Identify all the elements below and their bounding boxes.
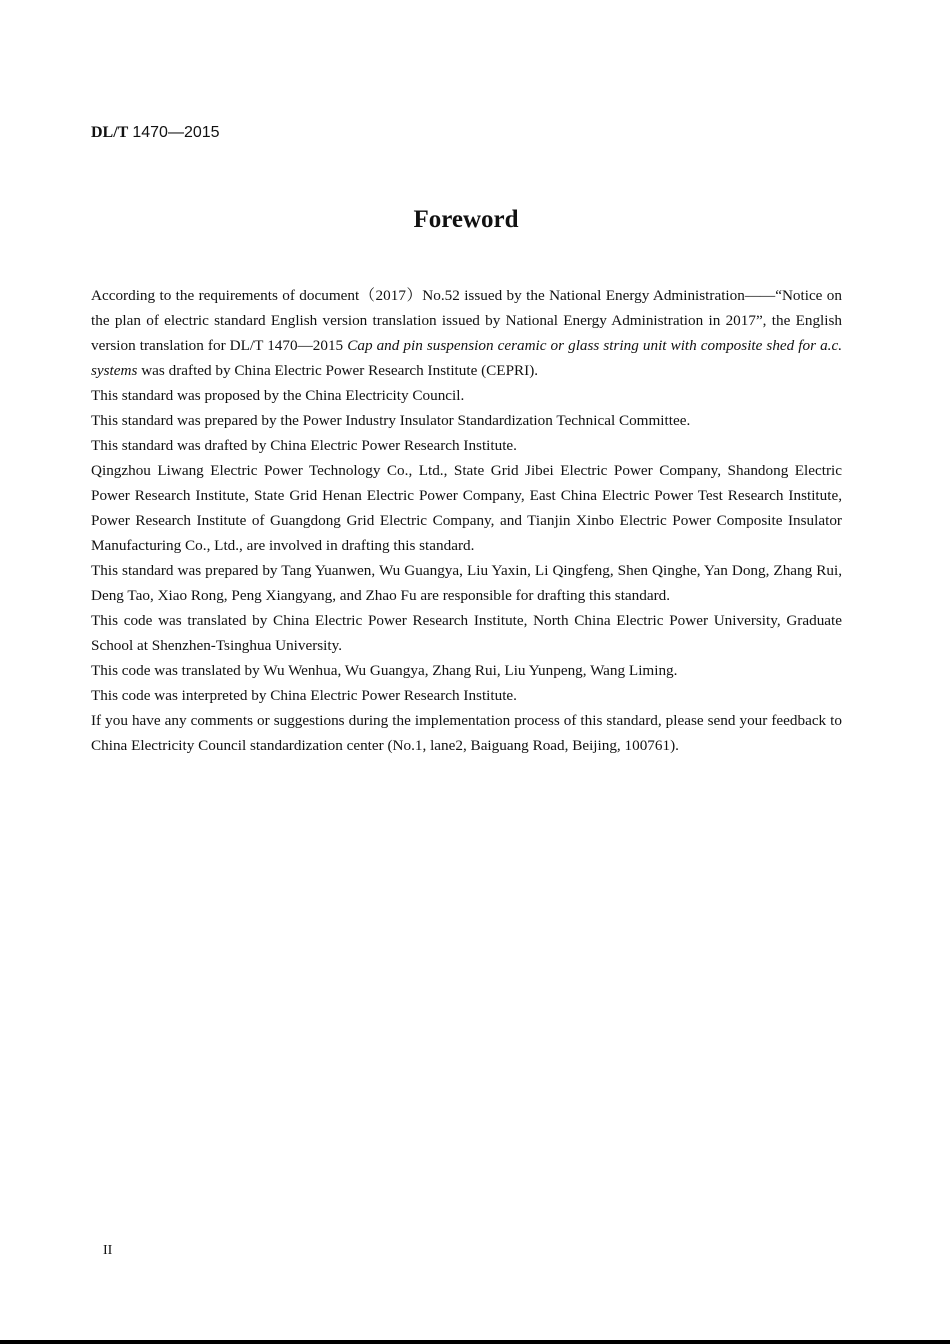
standard-number: 1470—2015 bbox=[132, 124, 220, 141]
paragraph-document-basis-tail: was drafted by China Electric Power Research Institute (CEPRI). bbox=[141, 362, 539, 379]
paragraph-drafted-by: This standard was drafted by China Electric Power Research Institute. bbox=[91, 437, 517, 454]
paragraph-prepared-by-committee: This standard was prepared by the Power Industry Insulator Standardization Technical Committee. bbox=[91, 412, 691, 429]
standard-code: DL/T bbox=[91, 124, 129, 141]
bottom-border bbox=[0, 1340, 950, 1344]
paragraph-drafters: This standard was prepared by Tang Yuanwen, Wu Guangya, Liu Yaxin, Li Qingfeng, Shen Qinghe, Yan Dong, Zhang Rui, Deng Tao, Xiao Rong, Peng Xiangyang, and Zhao Fu are responsible for drafting this standard. bbox=[91, 562, 842, 604]
page-title: Foreword bbox=[413, 206, 519, 233]
paragraph-translators: This code was translated by Wu Wenhua, Wu Guangya, Zhang Rui, Liu Yunpeng, Wang Liming. bbox=[91, 662, 678, 679]
paragraph-feedback-contact: If you have any comments or suggestions during the implementation process of this standard, please send your feedback to China Electricity Council standardization center (No.1, lane2, Baiguang Road, Beijing, 100761). bbox=[91, 712, 842, 754]
paragraph-proposed-by: This standard was proposed by the China Electricity Council. bbox=[91, 387, 465, 404]
paragraph-interpreted-by: This code was interpreted by China Electric Power Research Institute. bbox=[91, 687, 517, 704]
document-header bbox=[91, 123, 220, 143]
page-number: II bbox=[103, 1243, 113, 1258]
paragraph-document-basis bbox=[91, 283, 842, 383]
paragraph-drafting-organizations: Qingzhou Liwang Electric Power Technology Co., Ltd., State Grid Jibei Electric Power Company, Shandong Electric Power Research Institute, State Grid Henan Electric Power Company, East China Electric Power Test Research Institute, Power Research Institute of Guangdong Grid Electric Company, and Tianjin Xinbo Electric Power Composite Insulator Manufacturing Co., Ltd., are involved in drafting this standard. bbox=[91, 462, 842, 554]
paragraph-translating-organizations: This code was translated by China Electric Power Research Institute, North China Electric Power University, Graduate School at Shenzhen-Tsinghua University. bbox=[91, 612, 842, 654]
standard-title-italic: Cap and pin suspension ceramic or glass string unit with composite shed for a.c. systems bbox=[91, 337, 843, 379]
foreword-body bbox=[91, 283, 842, 758]
paragraph-document-basis-text: According to the requirements of document（2017）No.52 issued by the National Energy Administration——“Notice on the plan of electric standard English version translation issued by National Energy Administration in 2017”, the English version translation for DL/T 1470—2015 bbox=[91, 287, 842, 354]
